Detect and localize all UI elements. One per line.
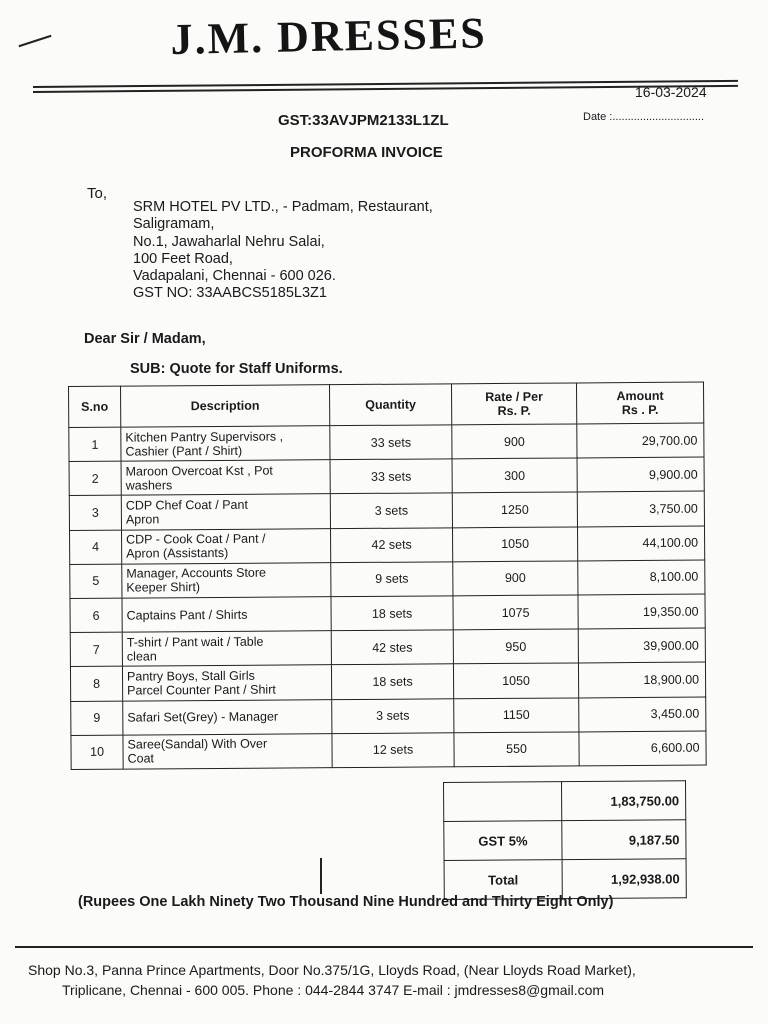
- cell-sno: 1: [69, 427, 121, 462]
- table-header-row: [69, 382, 704, 427]
- footer-rule: [15, 946, 753, 948]
- cell-sno: 8: [70, 666, 122, 701]
- cell-sno: 9: [71, 701, 123, 736]
- cell-quantity: 3 sets: [332, 698, 454, 733]
- cell-amount: 9,900.00: [577, 457, 704, 492]
- table-row: [71, 697, 706, 736]
- cell-sno: 7: [70, 632, 122, 667]
- gst-label: GST 5%: [444, 821, 562, 861]
- address-line: No.1, Jawaharlal Nehru Salai,: [133, 233, 325, 250]
- table-row: [70, 594, 705, 633]
- cell-rate: 550: [454, 732, 579, 767]
- cell-rate: 1050: [452, 527, 577, 562]
- cell-quantity: 18 sets: [331, 596, 453, 631]
- company-name: J.M. DRESSES: [170, 8, 488, 64]
- cell-amount: 39,900.00: [578, 628, 705, 663]
- cell-amount: 3,450.00: [579, 697, 706, 732]
- cell-rate: 1250: [452, 492, 577, 527]
- subtotal-row: [444, 781, 686, 822]
- cell-quantity: 18 sets: [331, 664, 453, 699]
- cell-amount: 19,350.00: [578, 594, 705, 629]
- total-value: 1,92,938.00: [562, 859, 686, 899]
- invoice-date: 16-03-2024: [635, 84, 707, 100]
- gst-value: 9,187.50: [562, 820, 686, 860]
- amount-in-words: (Rupees One Lakh Ninety Two Thousand Nine Hundred and Thirty Eight Only): [78, 894, 614, 910]
- subject-line: SUB: Quote for Staff Uniforms.: [130, 361, 343, 377]
- cell-description: Manager, Accounts Store Keeper Shirt): [122, 562, 331, 598]
- cell-description: CDP - Cook Coat / Pant / Apron (Assistants): [122, 528, 331, 564]
- cell-description: Captains Pant / Shirts: [122, 597, 331, 633]
- date-label: Date :..............................: [583, 111, 705, 123]
- cell-description: Kitchen Pantry Supervisors , Cashier (Pant / Shirt): [121, 426, 330, 462]
- table-row: [69, 457, 704, 496]
- seller-gst-number: GST:33AVJPM2133L1ZL: [278, 112, 449, 129]
- salutation: Dear Sir / Madam,: [84, 331, 206, 347]
- document-title: PROFORMA INVOICE: [290, 144, 443, 161]
- col-header-quantity: Quantity: [329, 384, 451, 426]
- col-header-sno: S.no: [69, 386, 121, 427]
- cell-sno: 10: [71, 735, 123, 770]
- cell-rate: 950: [453, 629, 578, 664]
- cell-description: Pantry Boys, Stall Girls Parcel Counter Pant / Shirt: [122, 665, 331, 701]
- cell-quantity: 33 sets: [330, 459, 452, 494]
- table-row: [70, 662, 705, 701]
- cell-rate: 1050: [453, 663, 578, 698]
- cell-amount: 3,750.00: [577, 491, 704, 526]
- totals-table: [443, 780, 687, 900]
- col-header-amount: Amount Rs . P.: [576, 382, 703, 424]
- cell-description: T-shirt / Pant wait / Table clean: [122, 631, 331, 667]
- cell-sno: 5: [70, 564, 122, 599]
- footer-contact-line: Triplicane, Chennai - 600 005. Phone : 044-2844 3747 E-mail : jmdresses8@gmail.com: [62, 982, 605, 998]
- gst-row: [444, 820, 686, 861]
- cell-amount: 8,100.00: [578, 560, 705, 595]
- cell-sno: 2: [69, 461, 121, 496]
- cell-amount: 6,600.00: [579, 731, 706, 766]
- address-line: Vadapalani, Chennai - 600 026.: [133, 268, 336, 285]
- col-header-description: Description: [121, 385, 330, 427]
- table-row: [71, 731, 706, 770]
- cell-rate: 900: [452, 424, 577, 459]
- cell-quantity: 42 stes: [331, 630, 453, 665]
- cell-quantity: 3 sets: [330, 493, 452, 528]
- table-row: [69, 423, 704, 462]
- table-row: [70, 526, 705, 565]
- address-line: SRM HOTEL PV LTD., - Padmam, Restaurant,: [133, 199, 433, 215]
- cell-quantity: 33 sets: [330, 425, 452, 460]
- cell-rate: 1150: [454, 697, 579, 732]
- cell-description: Maroon Overcoat Kst , Pot washers: [121, 460, 330, 496]
- pen-tick-mark: [19, 35, 52, 47]
- cell-quantity: 42 sets: [330, 527, 452, 562]
- cell-quantity: 12 sets: [332, 733, 454, 768]
- recipient-gst-number: GST NO: 33AABCS5185L3Z1: [133, 285, 327, 302]
- subtotal-value: 1,83,750.00: [562, 781, 686, 821]
- cell-description: Safari Set(Grey) - Manager: [123, 699, 332, 735]
- cell-amount: 44,100.00: [577, 526, 704, 561]
- col-header-rate: Rate / Per Rs. P.: [451, 383, 576, 425]
- cell-rate: 300: [452, 458, 577, 493]
- cell-description: CDP Chef Coat / Pant Apron: [121, 494, 330, 530]
- table-row: [69, 491, 704, 530]
- table-row: [70, 560, 705, 599]
- table-row: [70, 628, 705, 667]
- cell-sno: 4: [70, 530, 122, 565]
- cell-sno: 3: [69, 496, 121, 531]
- address-line: Saligramam,: [133, 216, 215, 233]
- cell-sno: 6: [70, 598, 122, 633]
- items-table: [68, 382, 707, 770]
- cell-quantity: 9 sets: [331, 562, 453, 597]
- cell-rate: 1075: [453, 595, 578, 630]
- to-label: To,: [87, 185, 108, 202]
- address-line: 100 Feet Road,: [133, 250, 233, 267]
- cell-amount: 29,700.00: [577, 423, 704, 458]
- recipient-address: [133, 199, 433, 303]
- cell-description: Saree(Sandal) With Over Coat: [123, 733, 332, 769]
- total-label: Total: [444, 860, 562, 900]
- footer-address-line: Shop No.3, Panna Prince Apartments, Door No.375/1G, Lloyds Road, (Near Lloyds Road Market),: [28, 962, 636, 978]
- cell-amount: 18,900.00: [578, 662, 705, 697]
- cell-rate: 900: [453, 561, 578, 596]
- pen-stroke-mark: [320, 858, 322, 894]
